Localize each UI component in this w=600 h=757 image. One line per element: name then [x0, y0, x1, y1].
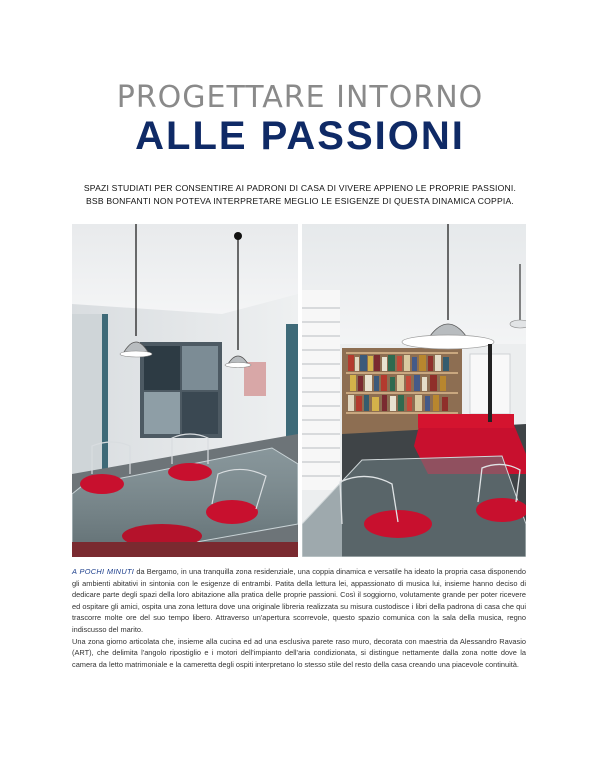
photo-dining-room: [72, 224, 298, 557]
paragraph-1: [72, 566, 526, 636]
article-body: [72, 566, 526, 670]
title-line-1: PROGETTARE INTORNO: [116, 80, 484, 115]
photo-living-room: [302, 224, 526, 557]
title-line-2: ALLE PASSIONI: [135, 114, 465, 158]
paragraph-2: Una zona giorno articolata che, insieme alla cucina ed ad una esclusiva parete raso muro, decorata con maestria da Alessandro Ravasio (ART), che delimita l'angolo ripostiglio e i motori dell'impianto dell'aria condizionata, si distingue nettamente dalla zona notte dove la camera da letto matrimoniale e la cameretta degli ospiti interpretano lo stesso stile del resto della casa creando una piacevole continuità.: [72, 636, 526, 669]
subtitle-line-2: BSB BONFANTI NON POTEVA INTERPRETARE MEGLIO LE ESIGENZE DI QUESTA DINAMICA COPPIA.: [85, 196, 515, 206]
subtitle-line-1: SPAZI STUDIATI PER CONSENTIRE AI PADRONI DI CASA DI VIVERE APPIENO LE PROPRIE PASSIONI.: [83, 183, 517, 193]
lead-in: A POCHI MINUTI: [72, 567, 135, 576]
subtitle: [60, 182, 540, 208]
paragraph-1-text: da Bergamo, in una tranquilla zona residenziale, una coppia dinamica e versatile ha ideato la propria casa disponendo gli ambienti abitativi in sintonia con le esigenze di entrambi. Patita della lettura lei, appassionato di musica lui, insieme hanno deciso di dedicare parte degli spazi della loro abitazione alla pratica delle proprie passioni. Così il soggiorno, volutamente grande per poter ricevere ed ospitare gli amici, ospita una zona lettura dove una originale libreria realizzata su misura custodisce i libri della padrona di casa che qui trascorre molte ore del suo tempo libero. Attraverso un'apertura scorrevole, questo spazio comunica con la sala della musica, regno indiscusso del marito.: [72, 567, 526, 634]
